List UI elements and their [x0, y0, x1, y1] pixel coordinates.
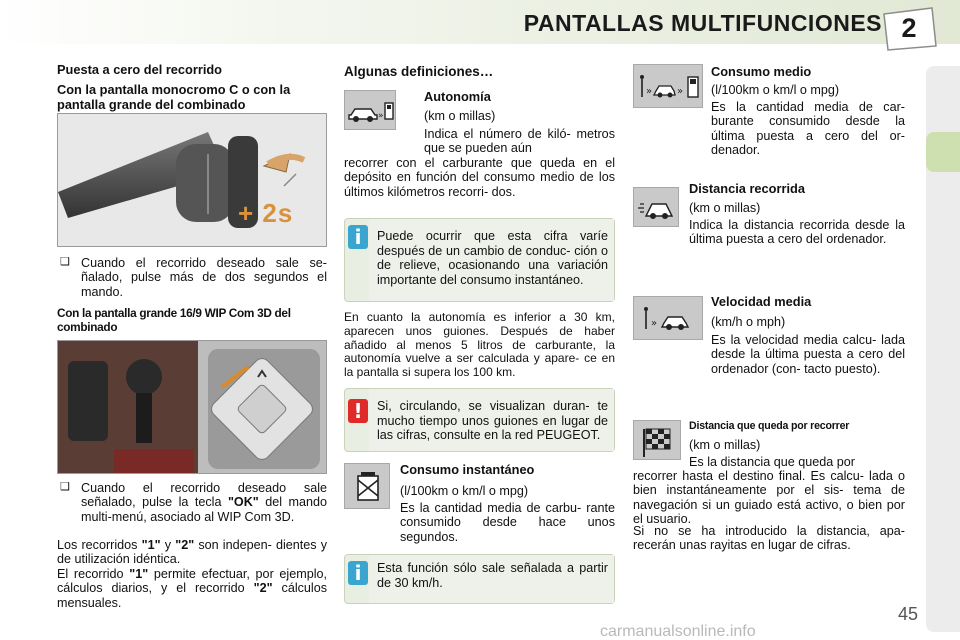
para-trip-usage: El recorrido "1" permite efectuar, por ejemplo, cálculos diarios, y el recorrido "2" cálculos mensuales. — [57, 567, 328, 610]
avg-consumption-icon — [634, 65, 704, 109]
remaining-distance-tile — [633, 420, 681, 460]
subheading-monochrome: Con la pantalla monocromo C o con la pantalla grande del combinado — [57, 82, 291, 112]
bullet-press-ok: Cuando el recorrido deseado sale señalado, pulse la tecla "OK" del mando multi-menú, asociado al WIP Com 3D. — [81, 481, 327, 524]
avg-speed-units: (km/h o mph) — [711, 315, 786, 329]
range-text-a: Indica el número de kiló- metros que se pueden aún — [424, 127, 615, 156]
info-icon: i — [348, 561, 368, 585]
avg-consumption-title: Consumo medio — [711, 64, 812, 79]
avg-consumption-tile — [633, 64, 703, 108]
warning-box-dashes — [344, 388, 615, 452]
avg-speed-tile — [633, 296, 703, 340]
range-units: (km o millas) — [424, 109, 496, 123]
bullet-press-stalk: Cuando el recorrido deseado sale se- ñalado, pulse más de dos segundos el mando. — [81, 256, 327, 299]
svg-text:»: » — [677, 86, 684, 97]
distance-units: (km o millas) — [689, 201, 761, 215]
remaining-distance-text-a: Es la distancia que queda por — [689, 455, 855, 469]
avg-speed-text: Es la velocidad media calcu- lada desde la última puesta a cero del ordenador (con- tacto puesto). — [711, 333, 905, 376]
console-photo — [57, 340, 327, 474]
heading-reset-trip: Puesta a cero del recorrido — [57, 62, 223, 77]
page-number: 45 — [898, 604, 919, 624]
fuel-pump-icon — [345, 464, 391, 510]
checkered-flag-icon — [634, 421, 682, 461]
distance-icon — [634, 188, 680, 228]
range-title: Autonomía — [424, 89, 491, 104]
avg-speed-icon — [634, 297, 704, 341]
avg-consumption-text: Es la cantidad media de car- burante consumido desde la última puesta a cero del or- denador. — [711, 100, 905, 158]
distance-tile — [633, 187, 679, 227]
bullet-icon: ❑ — [60, 481, 70, 493]
info-speed-text: Esta función sólo sale señalada a partir de 30 km/h. — [369, 555, 614, 603]
remaining-distance-title: Distancia que queda por recorrer — [689, 420, 850, 432]
avg-speed-title: Velocidad media — [711, 294, 812, 309]
avg-consumption-units: (l/100km o km/l o mpg) — [711, 83, 840, 97]
distance-title: Distancia recorrida — [689, 181, 805, 196]
range-tile — [344, 90, 396, 130]
subheading-wip-com: Con la pantalla grande 16/9 WIP Com 3D del combinado — [57, 306, 291, 334]
instant-consumption-tile — [344, 463, 390, 509]
warning-icon: ! — [348, 399, 368, 423]
remaining-distance-text-b: recorrer hasta el destino final. Es calcu- lada o bien instantáneamente por el sis- tema de navegación si un guiado está activo, o bien por el usuario. — [633, 469, 905, 527]
remaining-distance-text-c: Si no se ha introducido la distancia, apa- recerán unas rayitas en lugar de cifras. — [633, 524, 905, 553]
para-trips-independent: Los recorridos "1" y "2" son indepen- dientes y de utilización idéntica. — [57, 538, 328, 567]
svg-text:»: » — [646, 86, 653, 97]
watermark: carmanualsonline.info — [600, 623, 756, 640]
stalk-photo — [57, 113, 327, 247]
hold-two-seconds-label: + 2s — [238, 198, 294, 228]
instant-consumption-units: (l/100km o km/l o mpg) — [400, 484, 529, 498]
remaining-distance-units: (km o millas) — [689, 438, 761, 452]
svg-text:»: » — [378, 111, 384, 121]
info-box-variation — [344, 218, 615, 302]
info-variation-text: Puede ocurrir que esta cifra varíe después de un cambio de conduc- ción o de relieve, ocasionando una variación importante del consumo instantáneo. — [369, 219, 614, 301]
bullet-icon: ❑ — [60, 256, 70, 268]
range-icon — [345, 91, 397, 131]
side-rail-tab[interactable] — [926, 132, 960, 172]
svg-text:»: » — [651, 318, 658, 329]
chapter-number: 2 — [901, 13, 917, 43]
range-text-b: recorrer con el carburante que queda en el depósito en función del consumo medio de los últimos kilómetros recorri- dos. — [344, 156, 615, 199]
page-title: PANTALLAS MULTIFUNCIONES — [523, 10, 882, 36]
heading-definitions: Algunas definiciones… — [344, 64, 494, 79]
para-range-dashes: En cuanto la autonomía es inferior a 30 km, aparecen unos guiones. Después de haber añadido al menos 5 litros de carburante, la autonomía vuelve a ser calculada y apare- ce en la pantalla si supera los 100 km. — [344, 310, 615, 380]
multi-menu-control-illustration — [58, 341, 327, 474]
info-icon: i — [348, 225, 368, 249]
warning-dashes-text: Si, circulando, se visualizan duran- te mucho tiempo unos guiones en lugar de las cifras, consulte en la red PEUGEOT. — [369, 389, 614, 451]
instant-consumption-text: Es la cantidad media de carbu- rante consumido desde hace unos segundos. — [400, 501, 615, 544]
distance-text: Indica la distancia recorrida desde la última puesta a cero del ordenador. — [689, 218, 905, 247]
instant-consumption-title: Consumo instantáneo — [400, 462, 535, 477]
info-box-speed — [344, 554, 615, 604]
